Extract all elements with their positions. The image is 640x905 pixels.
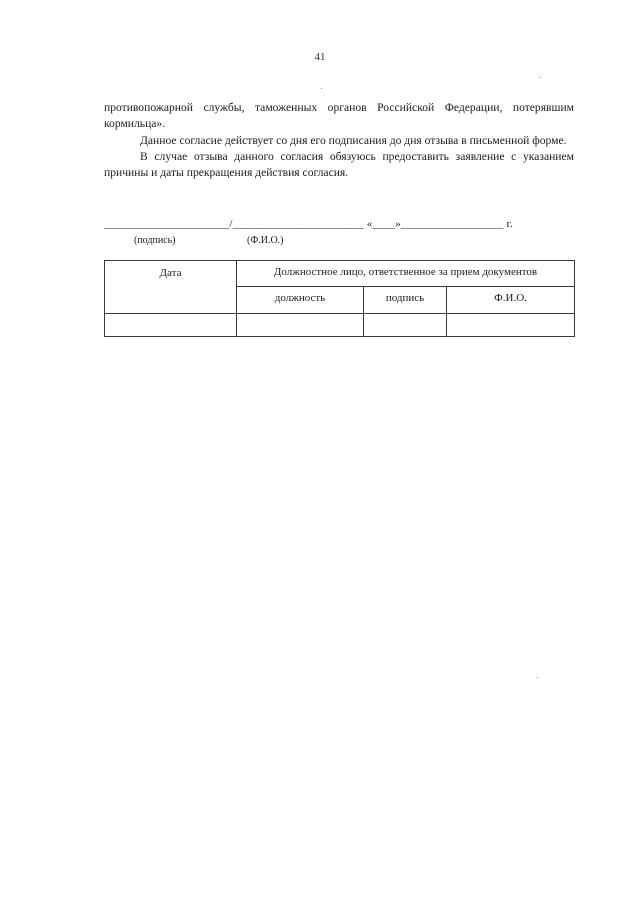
page-number: 41 [314, 51, 326, 63]
cell-date [105, 314, 237, 337]
header-full-name: Ф.И.О. [447, 287, 575, 314]
scan-speck [539, 77, 540, 78]
scan-speck [537, 677, 538, 678]
cell-full-name [447, 314, 575, 337]
scan-speck [321, 88, 322, 89]
table-row [105, 314, 575, 337]
signature-caption: (подпись) [134, 235, 176, 246]
full-name-caption: (Ф.И.О.) [247, 235, 284, 246]
signature-date-line: ______________________/_______________________ «____»__________________ г. [104, 218, 513, 230]
header-responsible-official: Должностное лицо, ответственное за прием документов [237, 261, 575, 287]
consent-text [104, 100, 574, 181]
header-signature: подпись [364, 287, 447, 314]
cell-position [237, 314, 364, 337]
paragraph-validity: Данное согласие действует со дня его подписания до дня отзыва в письменной форме. [140, 133, 567, 147]
header-position: должность [237, 287, 364, 314]
cell-signature [364, 314, 447, 337]
paragraph-continuation: противопожарной службы, таможенных органов Российской Федерации, потерявшим кормильца». [104, 101, 574, 131]
table-header-row [105, 261, 575, 287]
paragraph-revocation: В случае отзыва данного согласия обязуюсь предоставить заявление с указанием причины и даты прекращения действия согласия. [104, 149, 574, 180]
header-date: Дата [105, 261, 237, 314]
document-intake-table [104, 260, 575, 337]
